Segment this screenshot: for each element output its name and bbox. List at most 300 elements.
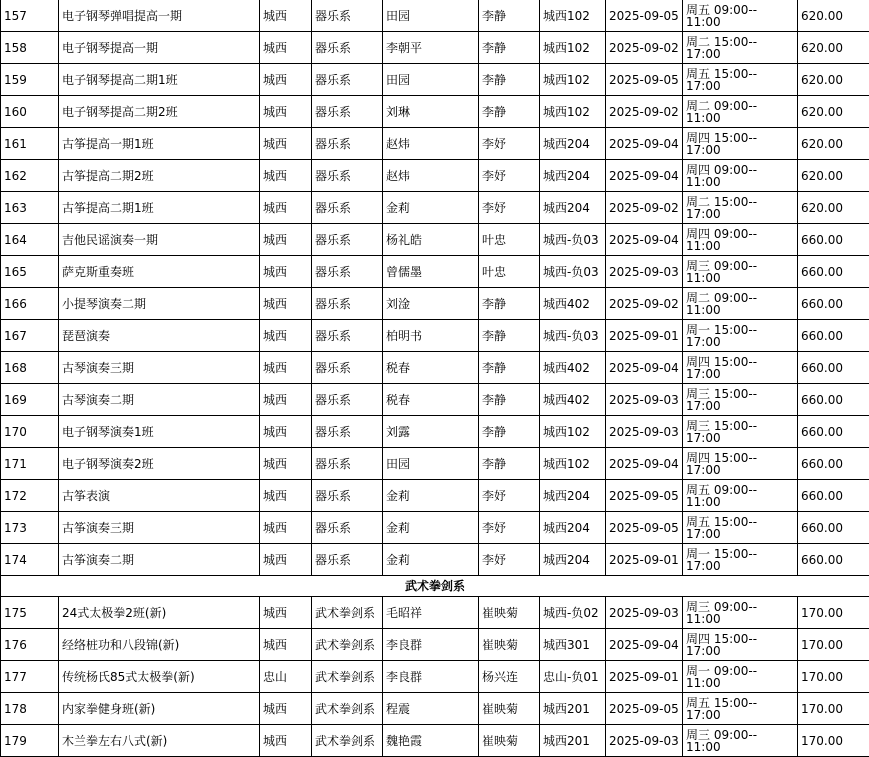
- course-name-cell: 萨克斯重奏班: [59, 256, 260, 288]
- start-date-cell: 2025-09-05: [606, 64, 683, 96]
- department-cell: 器乐系: [312, 256, 383, 288]
- campus-cell: 城西: [260, 224, 312, 256]
- campus-cell: 城西: [260, 384, 312, 416]
- class-time-cell: [683, 661, 798, 693]
- classroom-cell: 城西-负03: [540, 224, 606, 256]
- teacher-cell: 刘露: [383, 416, 479, 448]
- department-cell: 器乐系: [312, 416, 383, 448]
- class-time-line-1: 周三 09:00--: [686, 729, 797, 741]
- row-number-cell: 165: [1, 256, 59, 288]
- class-time-line-2: 17:00: [686, 432, 797, 444]
- classroom-cell: 城西102: [540, 96, 606, 128]
- department-cell: 器乐系: [312, 480, 383, 512]
- campus-cell: 城西: [260, 128, 312, 160]
- course-name-cell: 古筝提高一期1班: [59, 128, 260, 160]
- start-date-cell: 2025-09-04: [606, 160, 683, 192]
- row-number-cell: 177: [1, 661, 59, 693]
- class-time-cell: [683, 256, 798, 288]
- table-row: [1, 629, 869, 661]
- class-time-line-1: 周二 15:00--: [686, 36, 797, 48]
- fee-cell: 620.00: [798, 0, 869, 32]
- class-time-line-2: 17:00: [686, 528, 797, 540]
- classroom-cell: 城西102: [540, 32, 606, 64]
- campus-cell: 城西: [260, 64, 312, 96]
- class-time-line-2: 11:00: [686, 272, 797, 284]
- fee-cell: 660.00: [798, 480, 869, 512]
- class-time-line-2: 17:00: [686, 144, 797, 156]
- class-time-line-2: 11:00: [686, 176, 797, 188]
- assistant-cell: 崔映菊: [479, 597, 540, 629]
- class-time-line-2: 11:00: [686, 613, 797, 625]
- class-time-line-2: 11:00: [686, 112, 797, 124]
- table-row: [1, 160, 869, 192]
- campus-cell: 城西: [260, 320, 312, 352]
- assistant-cell: 李静: [479, 32, 540, 64]
- table-row: [1, 693, 869, 725]
- class-time-line-2: 11:00: [686, 304, 797, 316]
- classroom-cell: 城西-负03: [540, 256, 606, 288]
- fee-cell: 660.00: [798, 416, 869, 448]
- assistant-cell: 李静: [479, 320, 540, 352]
- class-time-cell: [683, 32, 798, 64]
- classroom-cell: 城西201: [540, 693, 606, 725]
- class-time-line-2: 17:00: [686, 368, 797, 380]
- class-time-line-1: 周一 15:00--: [686, 548, 797, 560]
- assistant-cell: 李妤: [479, 160, 540, 192]
- fee-cell: 170.00: [798, 629, 869, 661]
- table-row: [1, 448, 869, 480]
- classroom-cell: 城西-负02: [540, 597, 606, 629]
- teacher-cell: 田园: [383, 0, 479, 32]
- table-row: [1, 661, 869, 693]
- campus-cell: 忠山: [260, 661, 312, 693]
- start-date-cell: 2025-09-02: [606, 288, 683, 320]
- start-date-cell: 2025-09-04: [606, 448, 683, 480]
- assistant-cell: 崔映菊: [479, 629, 540, 661]
- classroom-cell: 城西204: [540, 160, 606, 192]
- start-date-cell: 2025-09-02: [606, 96, 683, 128]
- class-time-line-2: 17:00: [686, 709, 797, 721]
- classroom-cell: 城西204: [540, 192, 606, 224]
- class-time-line-2: 17:00: [686, 336, 797, 348]
- row-number-cell: 167: [1, 320, 59, 352]
- campus-cell: 城西: [260, 352, 312, 384]
- class-time-line-2: 11:00: [686, 496, 797, 508]
- classroom-cell: 城西402: [540, 288, 606, 320]
- course-name-cell: 内家拳健身班(新): [59, 693, 260, 725]
- course-name-cell: 小提琴演奏二期: [59, 288, 260, 320]
- start-date-cell: 2025-09-02: [606, 192, 683, 224]
- start-date-cell: 2025-09-01: [606, 661, 683, 693]
- course-name-cell: 电子钢琴提高二期1班: [59, 64, 260, 96]
- start-date-cell: 2025-09-02: [606, 32, 683, 64]
- teacher-cell: 田园: [383, 64, 479, 96]
- campus-cell: 城西: [260, 480, 312, 512]
- department-cell: 器乐系: [312, 448, 383, 480]
- section-header-row: [1, 576, 869, 597]
- teacher-cell: 金莉: [383, 192, 479, 224]
- row-number-cell: 157: [1, 0, 59, 32]
- class-time-cell: [683, 224, 798, 256]
- fee-cell: 660.00: [798, 224, 869, 256]
- start-date-cell: 2025-09-04: [606, 629, 683, 661]
- assistant-cell: 李静: [479, 0, 540, 32]
- class-time-cell: [683, 288, 798, 320]
- fee-cell: 660.00: [798, 448, 869, 480]
- classroom-cell: 城西402: [540, 352, 606, 384]
- start-date-cell: 2025-09-05: [606, 693, 683, 725]
- classroom-cell: 城西204: [540, 128, 606, 160]
- table-row: [1, 128, 869, 160]
- row-number-cell: 169: [1, 384, 59, 416]
- fee-cell: 620.00: [798, 192, 869, 224]
- class-time-line-1: 周三 09:00--: [686, 601, 797, 613]
- assistant-cell: 李静: [479, 288, 540, 320]
- teacher-cell: 金莉: [383, 544, 479, 576]
- class-time-line-1: 周一 09:00--: [686, 665, 797, 677]
- row-number-cell: 175: [1, 597, 59, 629]
- assistant-cell: 崔映菊: [479, 725, 540, 757]
- teacher-cell: 金莉: [383, 480, 479, 512]
- class-time-line-1: 周二 09:00--: [686, 100, 797, 112]
- row-number-cell: 163: [1, 192, 59, 224]
- row-number-cell: 162: [1, 160, 59, 192]
- department-cell: 器乐系: [312, 64, 383, 96]
- row-number-cell: 176: [1, 629, 59, 661]
- assistant-cell: 李静: [479, 64, 540, 96]
- class-time-cell: [683, 544, 798, 576]
- class-time-cell: [683, 0, 798, 32]
- assistant-cell: 李静: [479, 96, 540, 128]
- start-date-cell: 2025-09-03: [606, 725, 683, 757]
- class-time-line-1: 周一 15:00--: [686, 324, 797, 336]
- table-row: [1, 480, 869, 512]
- campus-cell: 城西: [260, 192, 312, 224]
- course-name-cell: 吉他民谣演奏一期: [59, 224, 260, 256]
- classroom-cell: 城西204: [540, 544, 606, 576]
- teacher-cell: 柏明书: [383, 320, 479, 352]
- classroom-cell: 忠山-负01: [540, 661, 606, 693]
- class-time-cell: [683, 512, 798, 544]
- fee-cell: 170.00: [798, 693, 869, 725]
- section-header: 武术拳剑系: [1, 576, 869, 597]
- department-cell: 武术拳剑系: [312, 597, 383, 629]
- start-date-cell: 2025-09-05: [606, 0, 683, 32]
- department-cell: 器乐系: [312, 224, 383, 256]
- class-time-line-2: 17:00: [686, 48, 797, 60]
- course-name-cell: 古琴演奏三期: [59, 352, 260, 384]
- department-cell: 器乐系: [312, 320, 383, 352]
- row-number-cell: 164: [1, 224, 59, 256]
- course-name-cell: 古筝提高二期1班: [59, 192, 260, 224]
- department-cell: 武术拳剑系: [312, 725, 383, 757]
- row-number-cell: 174: [1, 544, 59, 576]
- assistant-cell: 李妤: [479, 192, 540, 224]
- class-time-cell: [683, 352, 798, 384]
- class-time-line-2: 17:00: [686, 80, 797, 92]
- classroom-cell: 城西204: [540, 512, 606, 544]
- course-name-cell: 24式太极拳2班(新): [59, 597, 260, 629]
- class-time-cell: [683, 64, 798, 96]
- fee-cell: 660.00: [798, 352, 869, 384]
- teacher-cell: 税春: [383, 352, 479, 384]
- teacher-cell: 毛昭祥: [383, 597, 479, 629]
- department-cell: 器乐系: [312, 160, 383, 192]
- class-time-line-1: 周五 15:00--: [686, 697, 797, 709]
- class-time-line-2: 11:00: [686, 741, 797, 753]
- table-row: [1, 192, 869, 224]
- row-number-cell: 168: [1, 352, 59, 384]
- fee-cell: 170.00: [798, 661, 869, 693]
- department-cell: 武术拳剑系: [312, 693, 383, 725]
- campus-cell: 城西: [260, 448, 312, 480]
- assistant-cell: 李妤: [479, 480, 540, 512]
- start-date-cell: 2025-09-01: [606, 544, 683, 576]
- class-time-cell: [683, 160, 798, 192]
- class-time-cell: [683, 725, 798, 757]
- assistant-cell: 李静: [479, 352, 540, 384]
- department-cell: 武术拳剑系: [312, 661, 383, 693]
- assistant-cell: 崔映菊: [479, 693, 540, 725]
- row-number-cell: 158: [1, 32, 59, 64]
- teacher-cell: 杨礼皓: [383, 224, 479, 256]
- class-time-line-1: 周五 15:00--: [686, 516, 797, 528]
- table-row: [1, 384, 869, 416]
- classroom-cell: 城西201: [540, 725, 606, 757]
- row-number-cell: 170: [1, 416, 59, 448]
- start-date-cell: 2025-09-05: [606, 480, 683, 512]
- class-time-line-1: 周三 15:00--: [686, 420, 797, 432]
- department-cell: 器乐系: [312, 96, 383, 128]
- campus-cell: 城西: [260, 597, 312, 629]
- course-name-cell: 电子钢琴提高二期2班: [59, 96, 260, 128]
- course-name-cell: 古筝表演: [59, 480, 260, 512]
- table-row: [1, 0, 869, 32]
- table-row: [1, 597, 869, 629]
- class-time-line-1: 周四 15:00--: [686, 452, 797, 464]
- start-date-cell: 2025-09-04: [606, 224, 683, 256]
- row-number-cell: 159: [1, 64, 59, 96]
- table-row: [1, 416, 869, 448]
- campus-cell: 城西: [260, 544, 312, 576]
- teacher-cell: 曾儒墨: [383, 256, 479, 288]
- classroom-cell: 城西102: [540, 416, 606, 448]
- assistant-cell: 李静: [479, 448, 540, 480]
- classroom-cell: 城西102: [540, 0, 606, 32]
- class-time-line-1: 周四 15:00--: [686, 132, 797, 144]
- teacher-cell: 刘淦: [383, 288, 479, 320]
- classroom-cell: 城西102: [540, 448, 606, 480]
- department-cell: 器乐系: [312, 384, 383, 416]
- course-name-cell: 电子钢琴演奏2班: [59, 448, 260, 480]
- department-cell: 器乐系: [312, 32, 383, 64]
- start-date-cell: 2025-09-05: [606, 512, 683, 544]
- class-time-line-1: 周四 15:00--: [686, 356, 797, 368]
- fee-cell: 660.00: [798, 384, 869, 416]
- class-time-line-1: 周三 15:00--: [686, 388, 797, 400]
- teacher-cell: 李良群: [383, 661, 479, 693]
- start-date-cell: 2025-09-03: [606, 384, 683, 416]
- course-name-cell: 古筝演奏三期: [59, 512, 260, 544]
- assistant-cell: 李静: [479, 416, 540, 448]
- campus-cell: 城西: [260, 693, 312, 725]
- assistant-cell: 李妤: [479, 128, 540, 160]
- fee-cell: 660.00: [798, 320, 869, 352]
- row-number-cell: 166: [1, 288, 59, 320]
- teacher-cell: 金莉: [383, 512, 479, 544]
- department-cell: 器乐系: [312, 288, 383, 320]
- teacher-cell: 赵炜: [383, 160, 479, 192]
- table-row: [1, 64, 869, 96]
- table-row: [1, 544, 869, 576]
- department-cell: 武术拳剑系: [312, 629, 383, 661]
- table-row: [1, 352, 869, 384]
- class-time-line-1: 周二 15:00--: [686, 196, 797, 208]
- classroom-cell: 城西-负03: [540, 320, 606, 352]
- fee-cell: 620.00: [798, 160, 869, 192]
- teacher-cell: 程震: [383, 693, 479, 725]
- course-name-cell: 电子钢琴演奏1班: [59, 416, 260, 448]
- class-time-line-1: 周四 09:00--: [686, 164, 797, 176]
- department-cell: 器乐系: [312, 0, 383, 32]
- class-time-line-2: 11:00: [686, 677, 797, 689]
- course-name-cell: 木兰拳左右八式(新): [59, 725, 260, 757]
- fee-cell: 660.00: [798, 544, 869, 576]
- class-time-line-1: 周五 15:00--: [686, 68, 797, 80]
- teacher-cell: 田园: [383, 448, 479, 480]
- class-time-cell: [683, 192, 798, 224]
- assistant-cell: 李静: [479, 384, 540, 416]
- course-name-cell: 古琴演奏二期: [59, 384, 260, 416]
- class-time-cell: [683, 629, 798, 661]
- table-row: [1, 512, 869, 544]
- campus-cell: 城西: [260, 160, 312, 192]
- course-name-cell: 古筝提高二期2班: [59, 160, 260, 192]
- fee-cell: 660.00: [798, 256, 869, 288]
- class-time-line-2: 11:00: [686, 16, 797, 28]
- classroom-cell: 城西301: [540, 629, 606, 661]
- department-cell: 器乐系: [312, 352, 383, 384]
- assistant-cell: 李妤: [479, 544, 540, 576]
- start-date-cell: 2025-09-03: [606, 597, 683, 629]
- assistant-cell: 叶忠: [479, 256, 540, 288]
- class-time-line-2: 17:00: [686, 400, 797, 412]
- table-row: [1, 32, 869, 64]
- start-date-cell: 2025-09-04: [606, 352, 683, 384]
- class-time-cell: [683, 448, 798, 480]
- start-date-cell: 2025-09-03: [606, 256, 683, 288]
- fee-cell: 620.00: [798, 96, 869, 128]
- assistant-cell: 叶忠: [479, 224, 540, 256]
- teacher-cell: 赵炜: [383, 128, 479, 160]
- row-number-cell: 178: [1, 693, 59, 725]
- start-date-cell: 2025-09-04: [606, 128, 683, 160]
- campus-cell: 城西: [260, 416, 312, 448]
- teacher-cell: 魏艳霞: [383, 725, 479, 757]
- row-number-cell: 171: [1, 448, 59, 480]
- class-time-cell: [683, 384, 798, 416]
- class-time-line-1: 周五 09:00--: [686, 4, 797, 16]
- class-time-line-1: 周四 09:00--: [686, 228, 797, 240]
- row-number-cell: 160: [1, 96, 59, 128]
- assistant-cell: 杨兴连: [479, 661, 540, 693]
- row-number-cell: 173: [1, 512, 59, 544]
- class-time-line-1: 周三 09:00--: [686, 260, 797, 272]
- course-name-cell: 电子钢琴弹唱提高一期: [59, 0, 260, 32]
- course-name-cell: 琵琶演奏: [59, 320, 260, 352]
- class-time-line-2: 17:00: [686, 208, 797, 220]
- class-time-line-1: 周二 09:00--: [686, 292, 797, 304]
- row-number-cell: 172: [1, 480, 59, 512]
- fee-cell: 620.00: [798, 32, 869, 64]
- table-row: [1, 288, 869, 320]
- teacher-cell: 李良群: [383, 629, 479, 661]
- table-body: [1, 0, 869, 757]
- class-time-line-1: 周四 15:00--: [686, 633, 797, 645]
- department-cell: 器乐系: [312, 192, 383, 224]
- class-time-line-1: 周五 09:00--: [686, 484, 797, 496]
- classroom-cell: 城西402: [540, 384, 606, 416]
- campus-cell: 城西: [260, 32, 312, 64]
- class-time-cell: [683, 693, 798, 725]
- table-row: [1, 96, 869, 128]
- campus-cell: 城西: [260, 288, 312, 320]
- class-time-line-2: 17:00: [686, 560, 797, 572]
- table-row: [1, 256, 869, 288]
- campus-cell: 城西: [260, 256, 312, 288]
- teacher-cell: 刘琳: [383, 96, 479, 128]
- start-date-cell: 2025-09-03: [606, 416, 683, 448]
- class-time-line-2: 17:00: [686, 645, 797, 657]
- class-time-cell: [683, 128, 798, 160]
- start-date-cell: 2025-09-01: [606, 320, 683, 352]
- course-name-cell: 经络桩功和八段锦(新): [59, 629, 260, 661]
- class-time-cell: [683, 597, 798, 629]
- campus-cell: 城西: [260, 512, 312, 544]
- class-time-line-2: 17:00: [686, 464, 797, 476]
- table-row: [1, 320, 869, 352]
- course-name-cell: 电子钢琴提高一期: [59, 32, 260, 64]
- row-number-cell: 179: [1, 725, 59, 757]
- course-name-cell: 传统杨氏85式太极拳(新): [59, 661, 260, 693]
- class-time-cell: [683, 96, 798, 128]
- fee-cell: 620.00: [798, 128, 869, 160]
- campus-cell: 城西: [260, 629, 312, 661]
- fee-cell: 620.00: [798, 64, 869, 96]
- department-cell: 器乐系: [312, 512, 383, 544]
- fee-cell: 660.00: [798, 288, 869, 320]
- fee-cell: 660.00: [798, 512, 869, 544]
- table-row: [1, 725, 869, 757]
- department-cell: 器乐系: [312, 544, 383, 576]
- fee-cell: 170.00: [798, 725, 869, 757]
- class-time-line-2: 11:00: [686, 240, 797, 252]
- class-time-cell: [683, 416, 798, 448]
- teacher-cell: 税春: [383, 384, 479, 416]
- classroom-cell: 城西102: [540, 64, 606, 96]
- class-time-cell: [683, 320, 798, 352]
- fee-cell: 170.00: [798, 597, 869, 629]
- class-time-cell: [683, 480, 798, 512]
- teacher-cell: 李朝平: [383, 32, 479, 64]
- row-number-cell: 161: [1, 128, 59, 160]
- campus-cell: 城西: [260, 725, 312, 757]
- classroom-cell: 城西204: [540, 480, 606, 512]
- campus-cell: 城西: [260, 96, 312, 128]
- assistant-cell: 李妤: [479, 512, 540, 544]
- department-cell: 器乐系: [312, 128, 383, 160]
- table-row: [1, 224, 869, 256]
